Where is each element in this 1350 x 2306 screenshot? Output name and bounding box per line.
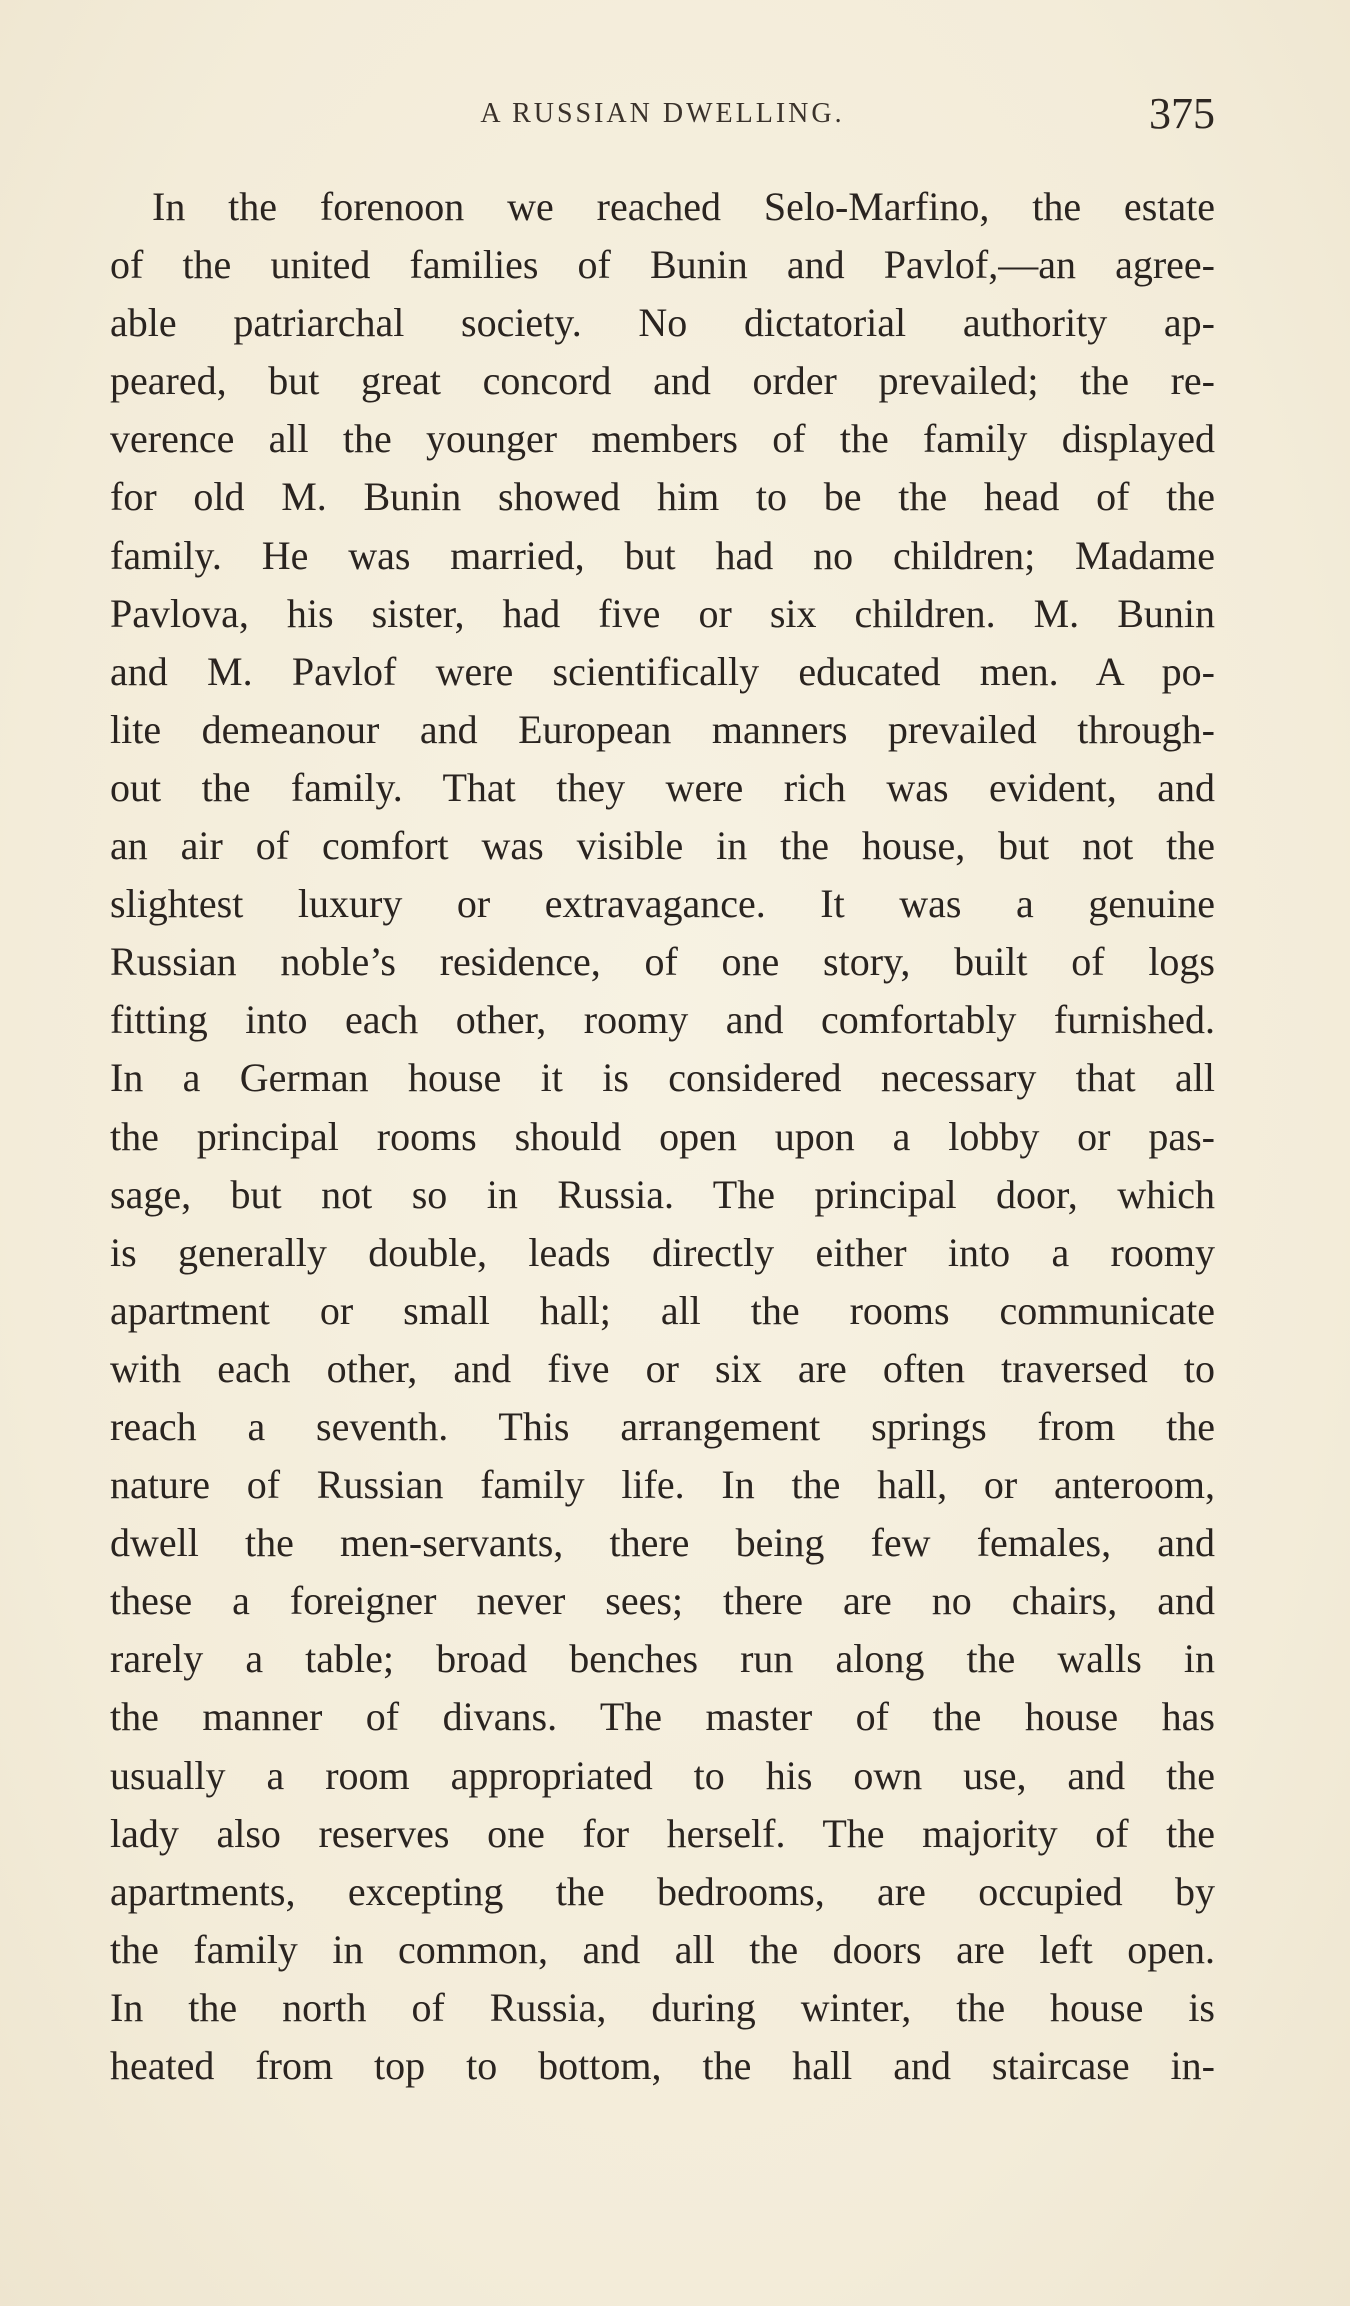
text-line: is generally double, leads directly either into a roomy [110,1229,1215,1275]
text-line: In the forenoon we reached Selo-Marfino, the estate [152,184,1215,229]
text-line: able patriarchal society. No dictatorial authority ap- [110,300,1215,346]
text-line: the principal rooms should open upon a lobby or pas- [110,1113,1215,1159]
text-line: apartment or small hall; all the rooms communicate [110,1287,1215,1333]
text-line: for old M. Bunin showed him to be the head of the [110,474,1215,520]
body-text [110,178,1215,2095]
text-line: sage, but not so in Russia. The principal door, which [110,1171,1215,1217]
text-line: heated from top to bottom, the hall and staircase in- [110,2043,1215,2088]
text-line: reach a seventh. This arrangement springs from the [110,1403,1215,1449]
text-line: In the north of Russia, during winter, the house is [110,1984,1215,2030]
text-line: the manner of divans. The master of the house has [110,1694,1215,1740]
text-line: In a German house it is considered necessary that all [110,1055,1215,1101]
running-head [110,88,1215,138]
text-line: slightest luxury or extravagance. It was a genuine [110,881,1215,927]
text-line: dwell the men-servants, there being few females, and [110,1520,1215,1566]
text-line: lite demeanour and European manners prevailed through- [110,706,1215,752]
text-line: of the united families of Bunin and Pavlof,—an agree- [110,242,1215,288]
text-line: an air of comfort was visible in the house, but not the [110,823,1215,869]
text-line: family. He was married, but had no children; Madame [110,532,1215,578]
text-line: and M. Pavlof were scientifically educated men. A po- [110,648,1215,694]
page-number: 375 [1149,89,1215,138]
text-line: peared, but great concord and order prevailed; the re- [110,358,1215,404]
text-line: fitting into each other, roomy and comfortably furnished. [110,997,1215,1043]
text-line: verence all the younger members of the family displayed [110,416,1215,462]
text-line: nature of Russian family life. In the hall, or anteroom, [110,1462,1215,1508]
text-line: rarely a table; broad benches run along the walls in [110,1636,1215,1682]
text-line: apartments, excepting the bedrooms, are occupied by [110,1868,1215,1914]
text-line: Russian noble’s residence, of one story, built of logs [110,939,1215,985]
running-title: A RUSSIAN DWELLING. [480,98,845,129]
text-line: Pavlova, his sister, had five or six children. M. Bunin [110,590,1215,636]
text-line: usually a room appropriated to his own use, and the [110,1752,1215,1798]
text-line: the family in common, and all the doors are left open. [110,1926,1215,1972]
text-line: out the family. That they were rich was evident, and [110,764,1215,810]
text-line: lady also reserves one for herself. The majority of the [110,1810,1215,1856]
text-line: with each other, and five or six are often traversed to [110,1345,1215,1391]
text-line: these a foreigner never sees; there are no chairs, and [110,1578,1215,1624]
